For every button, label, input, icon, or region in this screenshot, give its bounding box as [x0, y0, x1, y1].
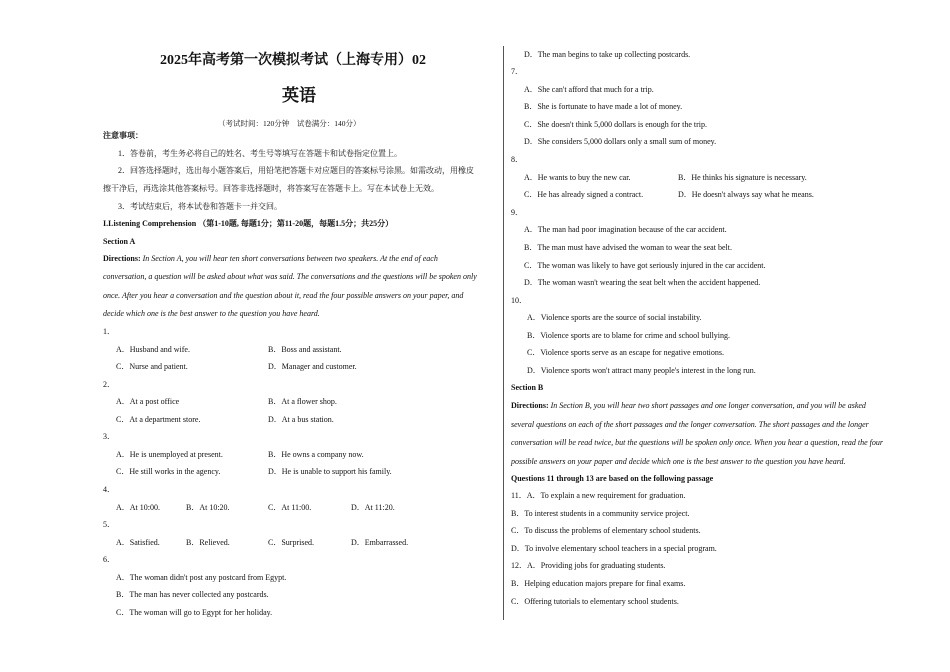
- q7-option-a: A．She can't afford that much for a trip.: [524, 85, 654, 94]
- section-a-heading: Section A: [103, 237, 136, 246]
- q10-option-c: C．Violence sports serve as an escape for negative emotions.: [527, 348, 725, 357]
- section-b-directions-line-2: several questions on each of the short passages and the longer conversation. The short passages and the longer: [511, 420, 869, 429]
- q8-option-c: C．He has already signed a contract.: [524, 190, 644, 199]
- notice-item-2-line-1: 2．回答选择题时，选出每小题答案后，用铅笔把答题卡对应题目的答案标号涂黑。如需改动，用橡皮: [118, 166, 474, 175]
- q10-option-d: D．Violence sports won't attract many people's interest in the long run.: [527, 366, 756, 375]
- q9-option-d: D．The woman wasn't wearing the seat belt when the accident happened.: [524, 278, 761, 287]
- q5-option-b: B．Relieved.: [186, 538, 230, 547]
- notice-item-2-line-2: 擦干净后，再选涂其他答案标号。回答非选择题时，将答案写在答题卡上。写在本试卷上无效。: [103, 184, 439, 193]
- section-b-directions-line-3: conversation will be read twice, but the questions will be spoken only once. When you hear a question, read the four: [511, 438, 884, 447]
- q1-option-d: D．Manager and customer.: [268, 362, 357, 371]
- question-10-number: 10．: [511, 296, 527, 305]
- q3-option-b: B．He owns a company now.: [268, 450, 364, 459]
- notice-item-1: 1．答卷前，考生务必将自己的姓名、考生号等填写在答题卡和试卷指定位置上。: [118, 149, 402, 158]
- q6-option-d: D．The man begins to take up collecting postcards.: [524, 50, 691, 59]
- question-2-number: 2．: [103, 380, 115, 389]
- section-b-heading: Section B: [511, 383, 544, 392]
- q9-option-a: A．The man had poor imagination because of the car accident.: [524, 225, 727, 234]
- q3-option-a: A．He is unemployed at present.: [116, 450, 223, 459]
- q8-option-a: A．He wants to buy the new car.: [524, 173, 631, 182]
- q2-option-a: A．At a post office: [116, 397, 180, 406]
- q11-option-d: D．To involve elementary school teachers in a special program.: [511, 544, 717, 553]
- q7-option-c: C．She doesn't think 5,000 dollars is enough for the trip.: [524, 120, 707, 129]
- question-4-number: 4．: [103, 485, 115, 494]
- q7-option-d: D．She considers 5,000 dollars only a small sum of money.: [524, 137, 717, 146]
- q4-option-c: C．At 11:00.: [268, 503, 312, 512]
- q6-option-a: A．The woman didn't post any postcard from Egypt.: [116, 573, 287, 582]
- section-a-directions-line-3: once. After you hear a conversation and the question about it, read the four possible answers on your paper, and: [103, 291, 464, 300]
- q1-option-c: C．Nurse and patient.: [116, 362, 188, 371]
- q4-option-a: A．At 10:00.: [116, 503, 160, 512]
- q7-option-b: B．She is fortunate to have made a lot of money.: [524, 102, 683, 111]
- part1-heading: I.Listening Comprehension （第1-10题, 每题1分；第11-20题，每题1.5分；共25分）: [103, 219, 394, 228]
- section-a-directions-line-1: [103, 254, 438, 264]
- directions-text: In Section B, you will hear two short passages and one longer conversation, and you will be asked: [550, 401, 866, 410]
- notice-heading: 注意事项：: [103, 131, 143, 140]
- q4-option-d: D．At 11:20.: [351, 503, 395, 512]
- subject-title: 英语: [282, 86, 316, 105]
- q1-option-b: B．Boss and assistant.: [268, 345, 342, 354]
- q11-option-b: B．To interest students in a community service project.: [511, 509, 690, 518]
- q8-option-d: D．He doesn't always say what he means.: [678, 190, 814, 199]
- q12-option-a: 12．A．Providing jobs for graduating students.: [511, 561, 666, 570]
- q3-option-d: D．He is unable to support his family.: [268, 467, 392, 476]
- exam-title: 2025年高考第一次模拟考试（上海专用）02: [160, 53, 426, 68]
- section-a-directions-line-2: conversation, a question will be asked about what was said. The conversations and the questions will be spoken only: [103, 272, 477, 281]
- q5-option-a: A．Satisfied.: [116, 538, 160, 547]
- q12-option-c: C．Offering tutorials to elementary school students.: [511, 597, 679, 606]
- question-3-number: 3．: [103, 432, 115, 441]
- question-8-number: 8．: [511, 155, 523, 164]
- directions-label: Directions:: [103, 254, 141, 263]
- q6-option-b: B．The man has never collected any postcards.: [116, 590, 269, 599]
- q11-option-a: 11．A．To explain a new requirement for graduation.: [511, 491, 686, 500]
- q9-option-b: B．The man must have advised the woman to wear the seat belt.: [524, 243, 732, 252]
- question-1-number: 1．: [103, 327, 115, 336]
- question-7-number: 7．: [511, 67, 523, 76]
- question-6-number: 6．: [103, 555, 115, 564]
- section-b-directions-line-1: [511, 401, 866, 411]
- q2-option-d: D．At a bus station.: [268, 415, 334, 424]
- q8-option-b: B．He thinks his signature is necessary.: [678, 173, 807, 182]
- directions-text: In Section A, you will hear ten short conversations between two speakers. At the end of each: [142, 254, 438, 263]
- q6-option-c: C．The woman will go to Egypt for her holiday.: [116, 608, 273, 617]
- notice-item-3: 3．考试结束后，将本试卷和答题卡一并交回。: [118, 202, 282, 211]
- question-9-number: 9．: [511, 208, 523, 217]
- column-divider: [503, 46, 504, 620]
- section-a-directions-line-4: decide which one is the best answer to the question you have heard.: [103, 309, 320, 318]
- q12-option-b: B．Helping education majors prepare for final exams.: [511, 579, 686, 588]
- question-5-number: 5．: [103, 520, 115, 529]
- q2-option-b: B．At a flower shop.: [268, 397, 337, 406]
- q2-option-c: C．At a department store.: [116, 415, 201, 424]
- q10-option-b: B．Violence sports are to blame for crime and school bullying.: [527, 331, 731, 340]
- exam-info: （考试时间：120分钟 试卷满分：140分）: [218, 119, 361, 128]
- q10-option-a: A．Violence sports are the source of social instability.: [527, 313, 702, 322]
- q3-option-c: C．He still works in the agency.: [116, 467, 221, 476]
- passage-heading: Questions 11 through 13 are based on the following passage: [511, 474, 714, 483]
- q9-option-c: C．The woman was likely to have got seriously injured in the car accident.: [524, 261, 766, 270]
- directions-label: Directions:: [511, 401, 549, 410]
- q11-option-c: C．To discuss the problems of elementary school students.: [511, 526, 701, 535]
- q5-option-d: D．Embarrassed.: [351, 538, 409, 547]
- q5-option-c: C．Surprised.: [268, 538, 314, 547]
- q4-option-b: B．At 10:20.: [186, 503, 230, 512]
- q1-option-a: A．Husband and wife.: [116, 345, 190, 354]
- section-b-directions-line-4: possible answers on your paper and decide which one is the best answer to the question you have heard.: [511, 457, 846, 466]
